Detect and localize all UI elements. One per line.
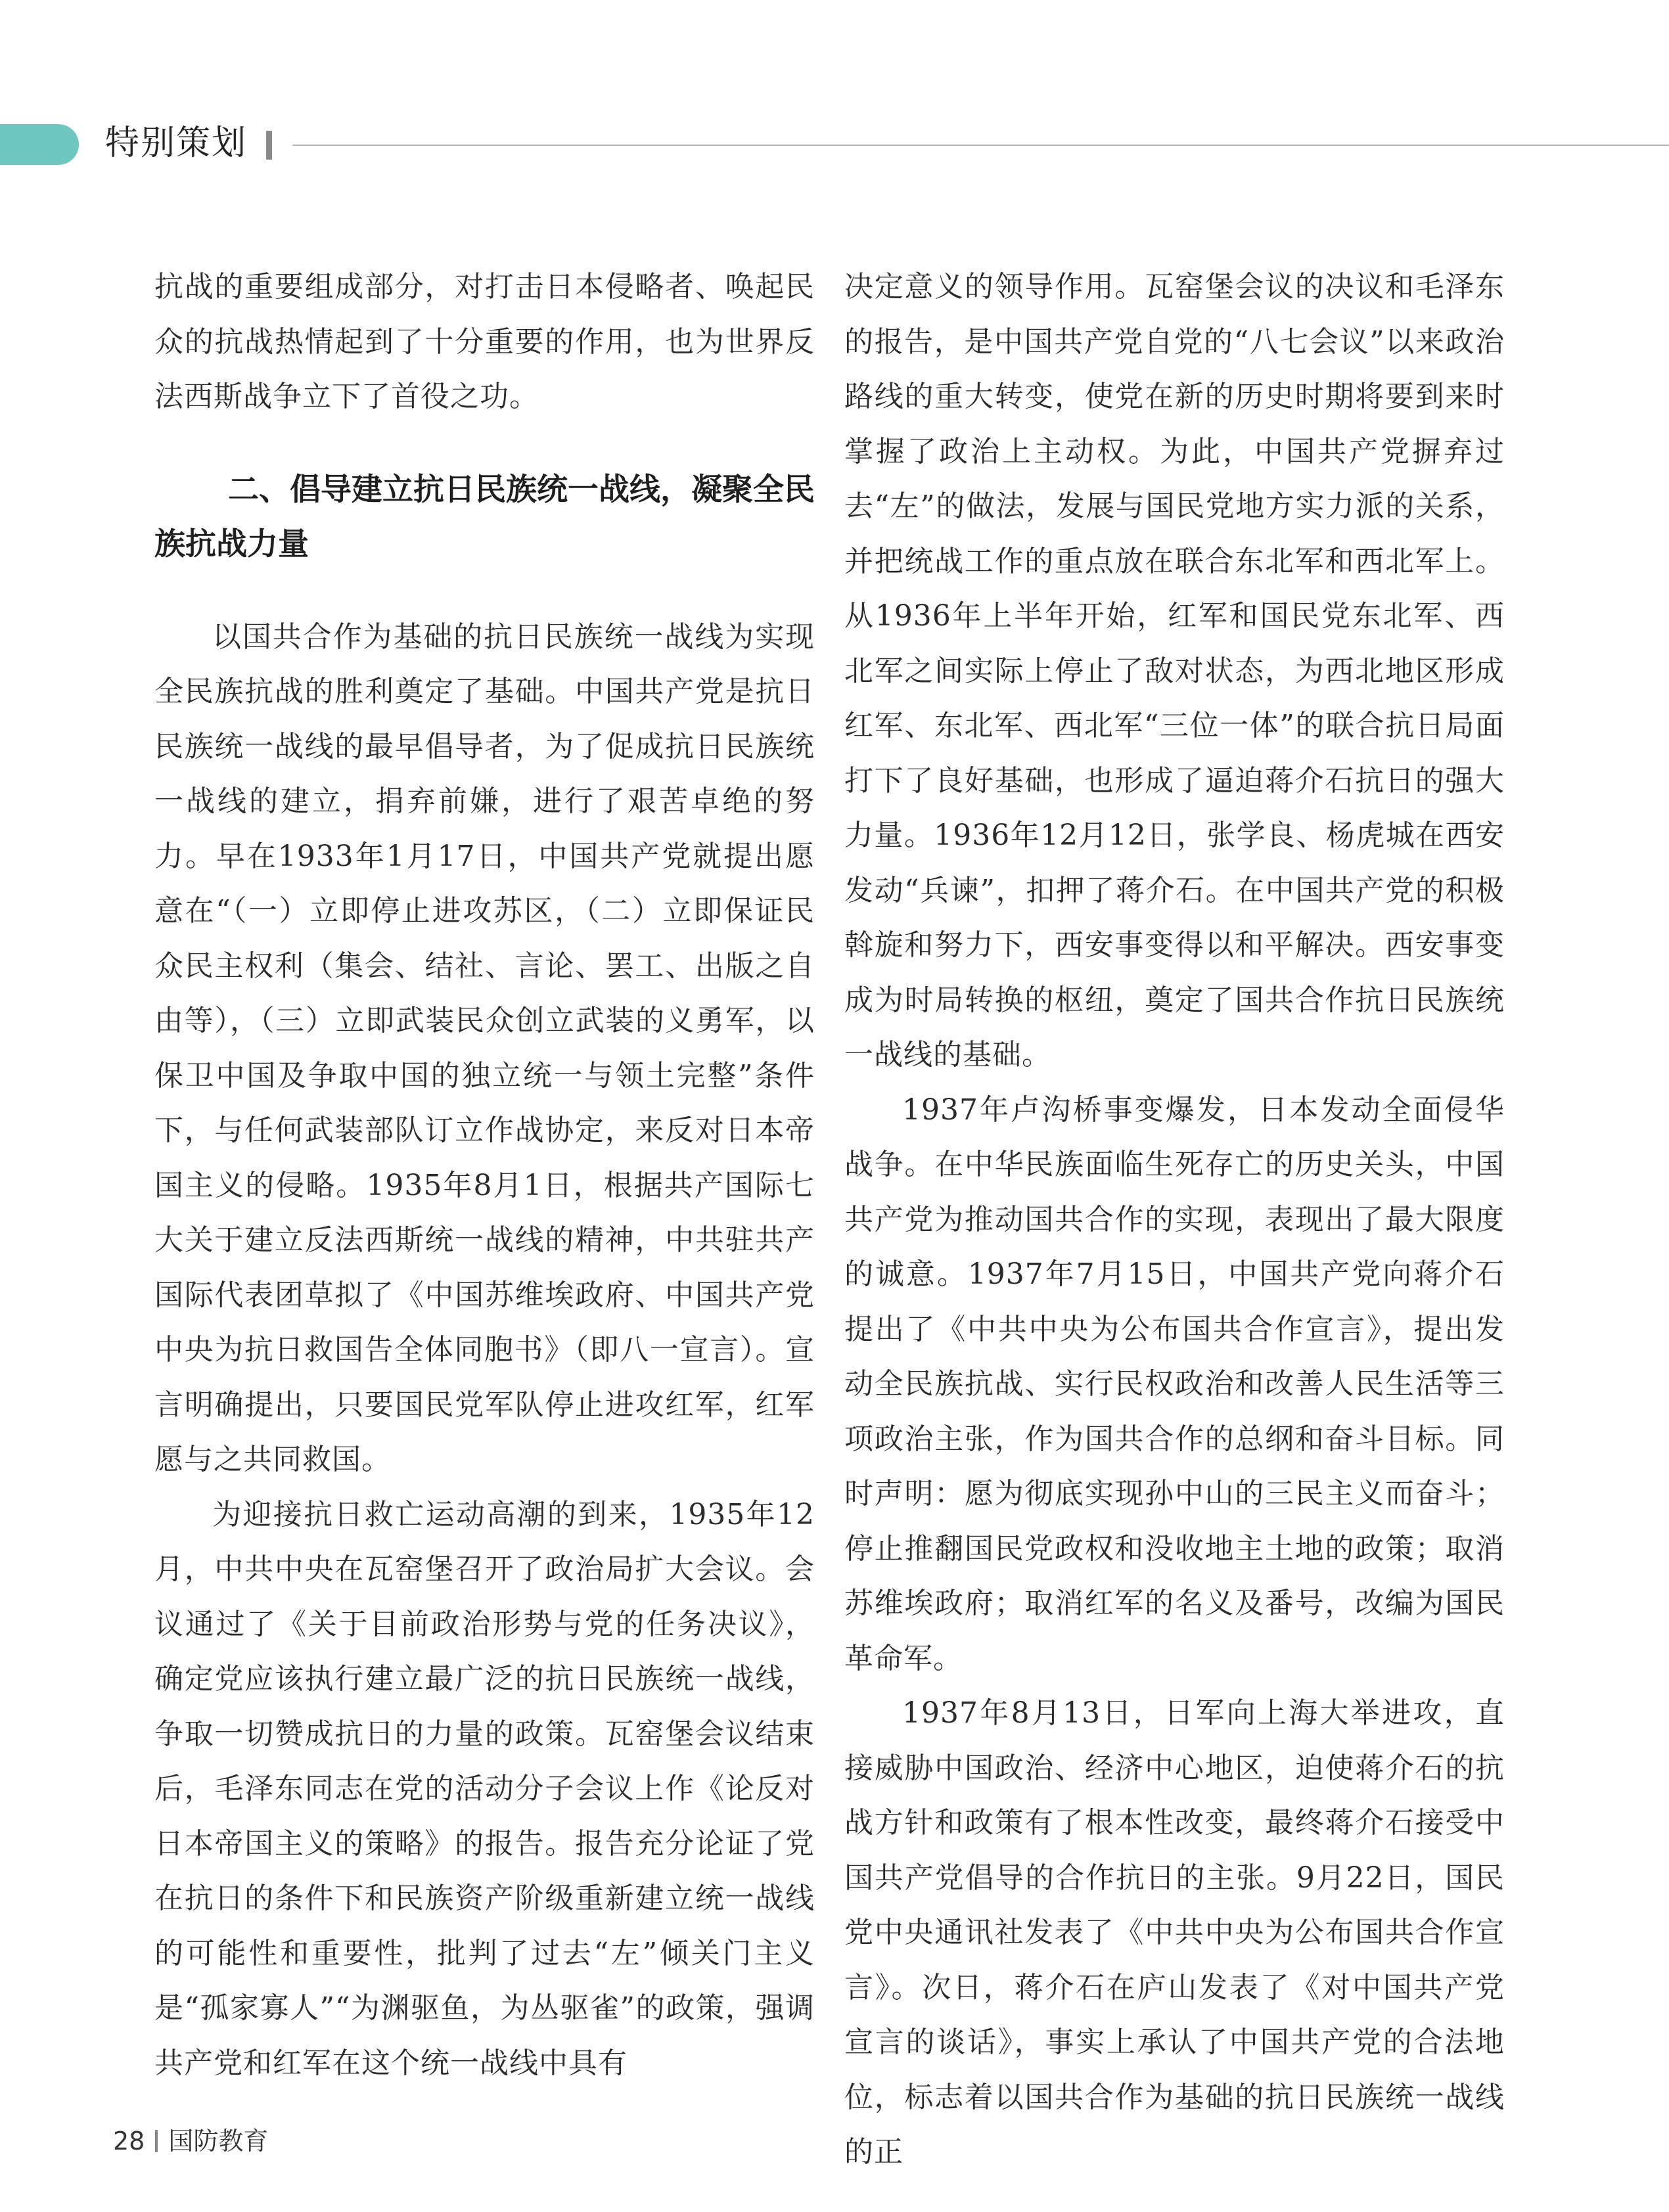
left-column <box>154 260 815 2090</box>
section-tab-decoration <box>0 124 79 165</box>
right-column <box>844 260 1505 2180</box>
page-footer <box>113 2118 268 2164</box>
section-heading: 二、倡导建立抗日民族统一战线，凝聚全民族抗战力量 <box>154 471 815 562</box>
page-header <box>0 115 1669 174</box>
header-rule-line <box>292 145 1669 146</box>
left-paragraph-2: 以国共合作为基础的抗日民族统一战线为实现全民族抗战的胜利奠定了基础。中国共产党是抗日民族统一战线的最早倡导者，为了促成抗日民族统一战线的建立，捐弃前嫌，进行了艰苦卓绝的努力。早在1933年1月17日，中国共产党就提出愿意在“（一）立即停止进攻苏区，（二）立即保证民众民主权利（集会、结社、言论、罢工、出版之自由等），（三）立即武装民众创立武装的义勇军，以保卫中国及争取中国的独立统一与领土完整”条件下，与任何武装部队订立作战协定，来反对日本帝国主义的侵略。1935年8月1日，根据共产国际七大关于建立反法西斯统一战线的精神，中共驻共产国际代表团草拟了《中国苏维埃政府、中国共产党中央为抗日救国告全体同胞书》（即八一宣言）。宣言明确提出，只要国民党军队停止进攻红军，红军愿与之共同救国。 <box>154 620 815 1476</box>
footer-separator <box>155 2130 158 2152</box>
right-paragraph-2: 1937年卢沟桥事变爆发，日本发动全面侵华战争。在中华民族面临生死存亡的历史关头，中国共产党为推动国共合作的实现，表现出了最大限度的诚意。1937年7月15日，中国共产党向蒋介石提出了《中共中央为公布国共合作宣言》，提出发动全民族抗战、实行民权政治和改善人民生活等三项政治主张，作为国共合作的总纲和奋斗目标。同时声明：愿为彻底实现孙中山的三民主义而奋斗；停止推翻国民党政权和没收地主土地的政策；取消苏维埃政府；取消红军的名义及番号，改编为国民革命军。 <box>844 1093 1505 1675</box>
title-separator-bar <box>266 131 272 160</box>
page-number: 28 <box>113 2127 145 2156</box>
left-paragraph-3: 为迎接抗日救亡运动高潮的到来，1935年12月，中共中央在瓦窑堡召开了政治局扩大会议。会议通过了《关于目前政治形势与党的任务决议》，确定党应该执行建立最广泛的抗日民族统一战线，争取一切赞成抗日的力量的政策。瓦窑堡会议结束后，毛泽东同志在党的活动分子会议上作《论反对日本帝国主义的策略》的报告。报告充分论证了党在抗日的条件下和民族资产阶级重新建立统一战线的可能性和重要性，批判了过去“左”倾关门主义是“孤家寡人”“为渊驱鱼，为丛驱雀”的政策，强调共产党和红军在这个统一战线中具有 <box>154 1497 815 2080</box>
left-paragraph-1: 抗战的重要组成部分，对打击日本侵略者、唤起民众的抗战热情起到了十分重要的作用，也为世界反法西斯战争立下了首役之功。 <box>154 270 815 413</box>
right-paragraph-3: 1937年8月13日，日军向上海大举进攻，直接威胁中国政治、经济中心地区，迫使蒋介石的抗战方针和政策有了根本性改变，最终蒋介石接受中国共产党倡导的合作抗日的主张。9月22日，国民党中央通讯社发表了《中共中央为公布国共合作宣言》。次日，蒋介石在庐山发表了《对中国共产党宣言的谈话》，事实上承认了中国共产党的合法地位，标志着以国共合作为基础的抗日民族统一战线的正 <box>844 1696 1505 2169</box>
magazine-name: 国防教育 <box>168 2127 269 2156</box>
section-title: 特别策划 <box>105 124 248 163</box>
right-paragraph-1: 决定意义的领导作用。瓦窑堡会议的决议和毛泽东的报告，是中国共产党自党的“八七会议”以来政治路线的重大转变，使党在新的历史时期将要到来时掌握了政治上主动权。为此，中国共产党摒弃过去“左”的做法，发展与国民党地方实力派的关系，并把统战工作的重点放在联合东北军和西北军上。从1936年上半年开始，红军和国民党东北军、西北军之间实际上停止了敌对状态，为西北地区形成红军、东北军、西北军“三位一体”的联合抗日局面打下了良好基础，也形成了逼迫蒋介石抗日的强大力量。1936年12月12日，张学良、杨虎城在西安发动“兵谏”，扣押了蒋介石。在中国共产党的积极斡旋和努力下，西安事变得以和平解决。西安事变成为时局转换的枢纽，奠定了国共合作抗日民族统一战线的基础。 <box>844 270 1505 1072</box>
